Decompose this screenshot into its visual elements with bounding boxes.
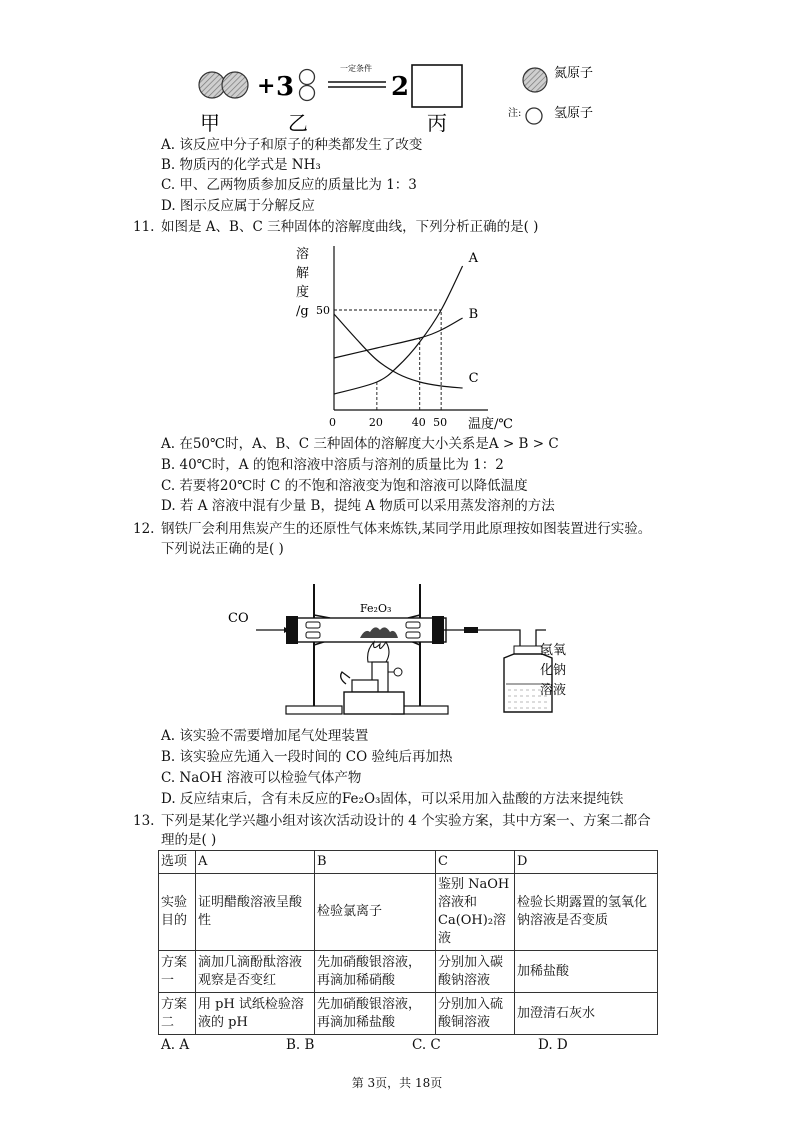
- x-tick-label: 20: [368, 416, 383, 429]
- q12-option-d: D. 反应结束后，含有未反应的Fe₂O₃固体，可以采用加入盐酸的方法来提纯铁: [161, 791, 624, 807]
- table-cell: 证明醋酸溶液呈酸性: [196, 874, 315, 951]
- table-cell: 先加硝酸银溶液，再滴加稀盐酸: [315, 993, 436, 1035]
- h2-molecule: [300, 70, 315, 101]
- q11-option-a: A. 在50℃时，A、B、C 三种固体的溶解度大小关系是A > B > C: [161, 436, 559, 452]
- y-axis-label-char: 度: [296, 285, 310, 300]
- n2-molecule: [199, 72, 248, 98]
- y-axis-label-char: 溶: [296, 247, 310, 262]
- experiment-table: [158, 850, 658, 1035]
- legend-note: 注:: [508, 108, 522, 119]
- q13-answer-b: B. B: [286, 1037, 315, 1053]
- x-tick-label: 50: [433, 416, 448, 429]
- q10-option-c: C. 甲、乙两物质参加反应的质量比为 1：3: [161, 177, 417, 193]
- q12-stem-line1: 钢铁厂会利用焦炭产生的还原性气体来炼铁,某同学用此原理按如图装置进行实验。: [161, 521, 652, 537]
- flame: [368, 642, 389, 662]
- product-box: [412, 65, 462, 107]
- q13-answer-c: C. C: [412, 1037, 441, 1053]
- page-footer: 第 3页，共 18页: [351, 1076, 443, 1090]
- table-cell: 检验氯离子: [315, 874, 436, 951]
- legend-h-text: 氢原子: [554, 106, 594, 121]
- legend-h-atom: [526, 108, 542, 124]
- table-cell: D: [515, 851, 658, 874]
- table-cell: 分别加入碳酸钠溶液: [436, 951, 515, 993]
- q13-number: 13.: [133, 813, 155, 829]
- x-tick-label: 40: [411, 416, 426, 429]
- fe2o3-label: Fe₂O₃: [360, 602, 392, 615]
- table-cell: 先加硝酸银溶液，再滴加稀硝酸: [315, 951, 436, 993]
- co-label: CO: [228, 611, 249, 626]
- y-tick-label: 50: [316, 304, 330, 317]
- reaction-diagram: [190, 58, 610, 136]
- q13-stem-line1: 下列是某化学兴趣小组对该次活动设计的 4 个实验方案，其中方案一、方案二都合: [161, 813, 651, 829]
- q11-option-c: C. 若要将20℃时 C 的不饱和溶液变为饱和溶液可以降低温度: [161, 478, 528, 494]
- series-label-a: A: [468, 251, 478, 266]
- table-cell: 鉴别 NaOH 溶液和Ca(OH)₂溶液: [436, 874, 515, 951]
- x-axis-label: 温度/℃: [468, 417, 513, 432]
- curve-b: [334, 318, 463, 358]
- label-jia: 甲: [200, 111, 220, 135]
- table-row: [159, 874, 658, 951]
- q13-stem-line2: 理的是( ): [161, 832, 217, 848]
- y-axis-label-char: 解: [296, 266, 310, 281]
- table-cell: 选项: [159, 851, 196, 874]
- q12-option-b: B. 该实验应先通入一段时间的 CO 验纯后再加热: [161, 749, 453, 765]
- table-cell: 分别加入硫酸铜溶液: [436, 993, 515, 1035]
- coef-b: 3: [276, 72, 295, 102]
- label-yi: 乙: [288, 111, 308, 135]
- coef-c: 2: [391, 72, 410, 102]
- q13-answer-d: D. D: [538, 1037, 568, 1053]
- condition-label: 一定条件: [340, 64, 372, 73]
- table-cell: 方案一: [159, 951, 196, 993]
- q10-option-b: B. 物质丙的化学式是 NH₃: [161, 157, 321, 173]
- table-cell: B: [315, 851, 436, 874]
- table-cell: 加澄清石灰水: [515, 993, 658, 1035]
- q12-option-a: A. 该实验不需要增加尾气处理装置: [161, 728, 369, 744]
- q11-number: 11.: [133, 219, 155, 235]
- q11-option-b: B. 40℃时，A 的饱和溶液中溶质与溶剂的质量比为 1：2: [161, 457, 504, 473]
- q11-option-d: D. 若 A 溶液中混有少量 B，提纯 A 物质可以采用蒸发溶剂的方法: [161, 498, 555, 514]
- table-cell: 检验长期露置的氢氧化钠溶液是否变质: [515, 874, 658, 951]
- table-cell: 滴加几滴酚酞溶液观察是否变红: [196, 951, 315, 993]
- q13-answer-a: A. A: [161, 1037, 190, 1053]
- q10-option-d: D. 图示反应属于分解反应: [161, 198, 315, 214]
- burner-base: [344, 692, 404, 714]
- table-cell: A: [196, 851, 315, 874]
- table-header-row: [159, 851, 658, 874]
- svg-text:+: +: [257, 73, 276, 99]
- table-row: [159, 993, 658, 1035]
- apparatus-diagram: [220, 580, 580, 725]
- q12-option-c: C. NaOH 溶液可以检验气体产物: [161, 770, 362, 786]
- solubility-chart: [288, 240, 518, 435]
- series-label-b: B: [468, 307, 479, 322]
- table-cell: C: [436, 851, 515, 874]
- q11-stem: 如图是 A、B、C 三种固体的溶解度曲线，下列分析正确的是( ): [161, 219, 539, 235]
- series-label-c: C: [468, 371, 479, 386]
- naoh-label-3: 溶液: [540, 683, 567, 698]
- table-cell: 方案二: [159, 993, 196, 1035]
- table-cell: 用 pH 试纸检验溶液的 pH: [196, 993, 315, 1035]
- q12-stem-line2: 下列说法正确的是( ): [161, 541, 284, 557]
- naoh-label-2: 化钠: [540, 663, 567, 678]
- curve-a: [334, 266, 463, 394]
- table-cell: 加稀盐酸: [515, 951, 658, 993]
- legend-n-text: 氮原子: [554, 66, 594, 81]
- table-cell: 实验目的: [159, 874, 196, 951]
- q10-option-a: A. 该反应中分子和原子的种类都发生了改变: [161, 137, 423, 153]
- curve-c: [334, 314, 463, 388]
- y-axis-label-char: /g: [296, 304, 309, 319]
- naoh-label-1: 氢氧: [540, 643, 567, 658]
- x-tick-label: 0: [329, 416, 336, 429]
- table-row: [159, 951, 658, 993]
- label-bing: 丙: [427, 111, 447, 135]
- legend-n-atom: [523, 68, 547, 92]
- q12-number: 12.: [133, 521, 155, 537]
